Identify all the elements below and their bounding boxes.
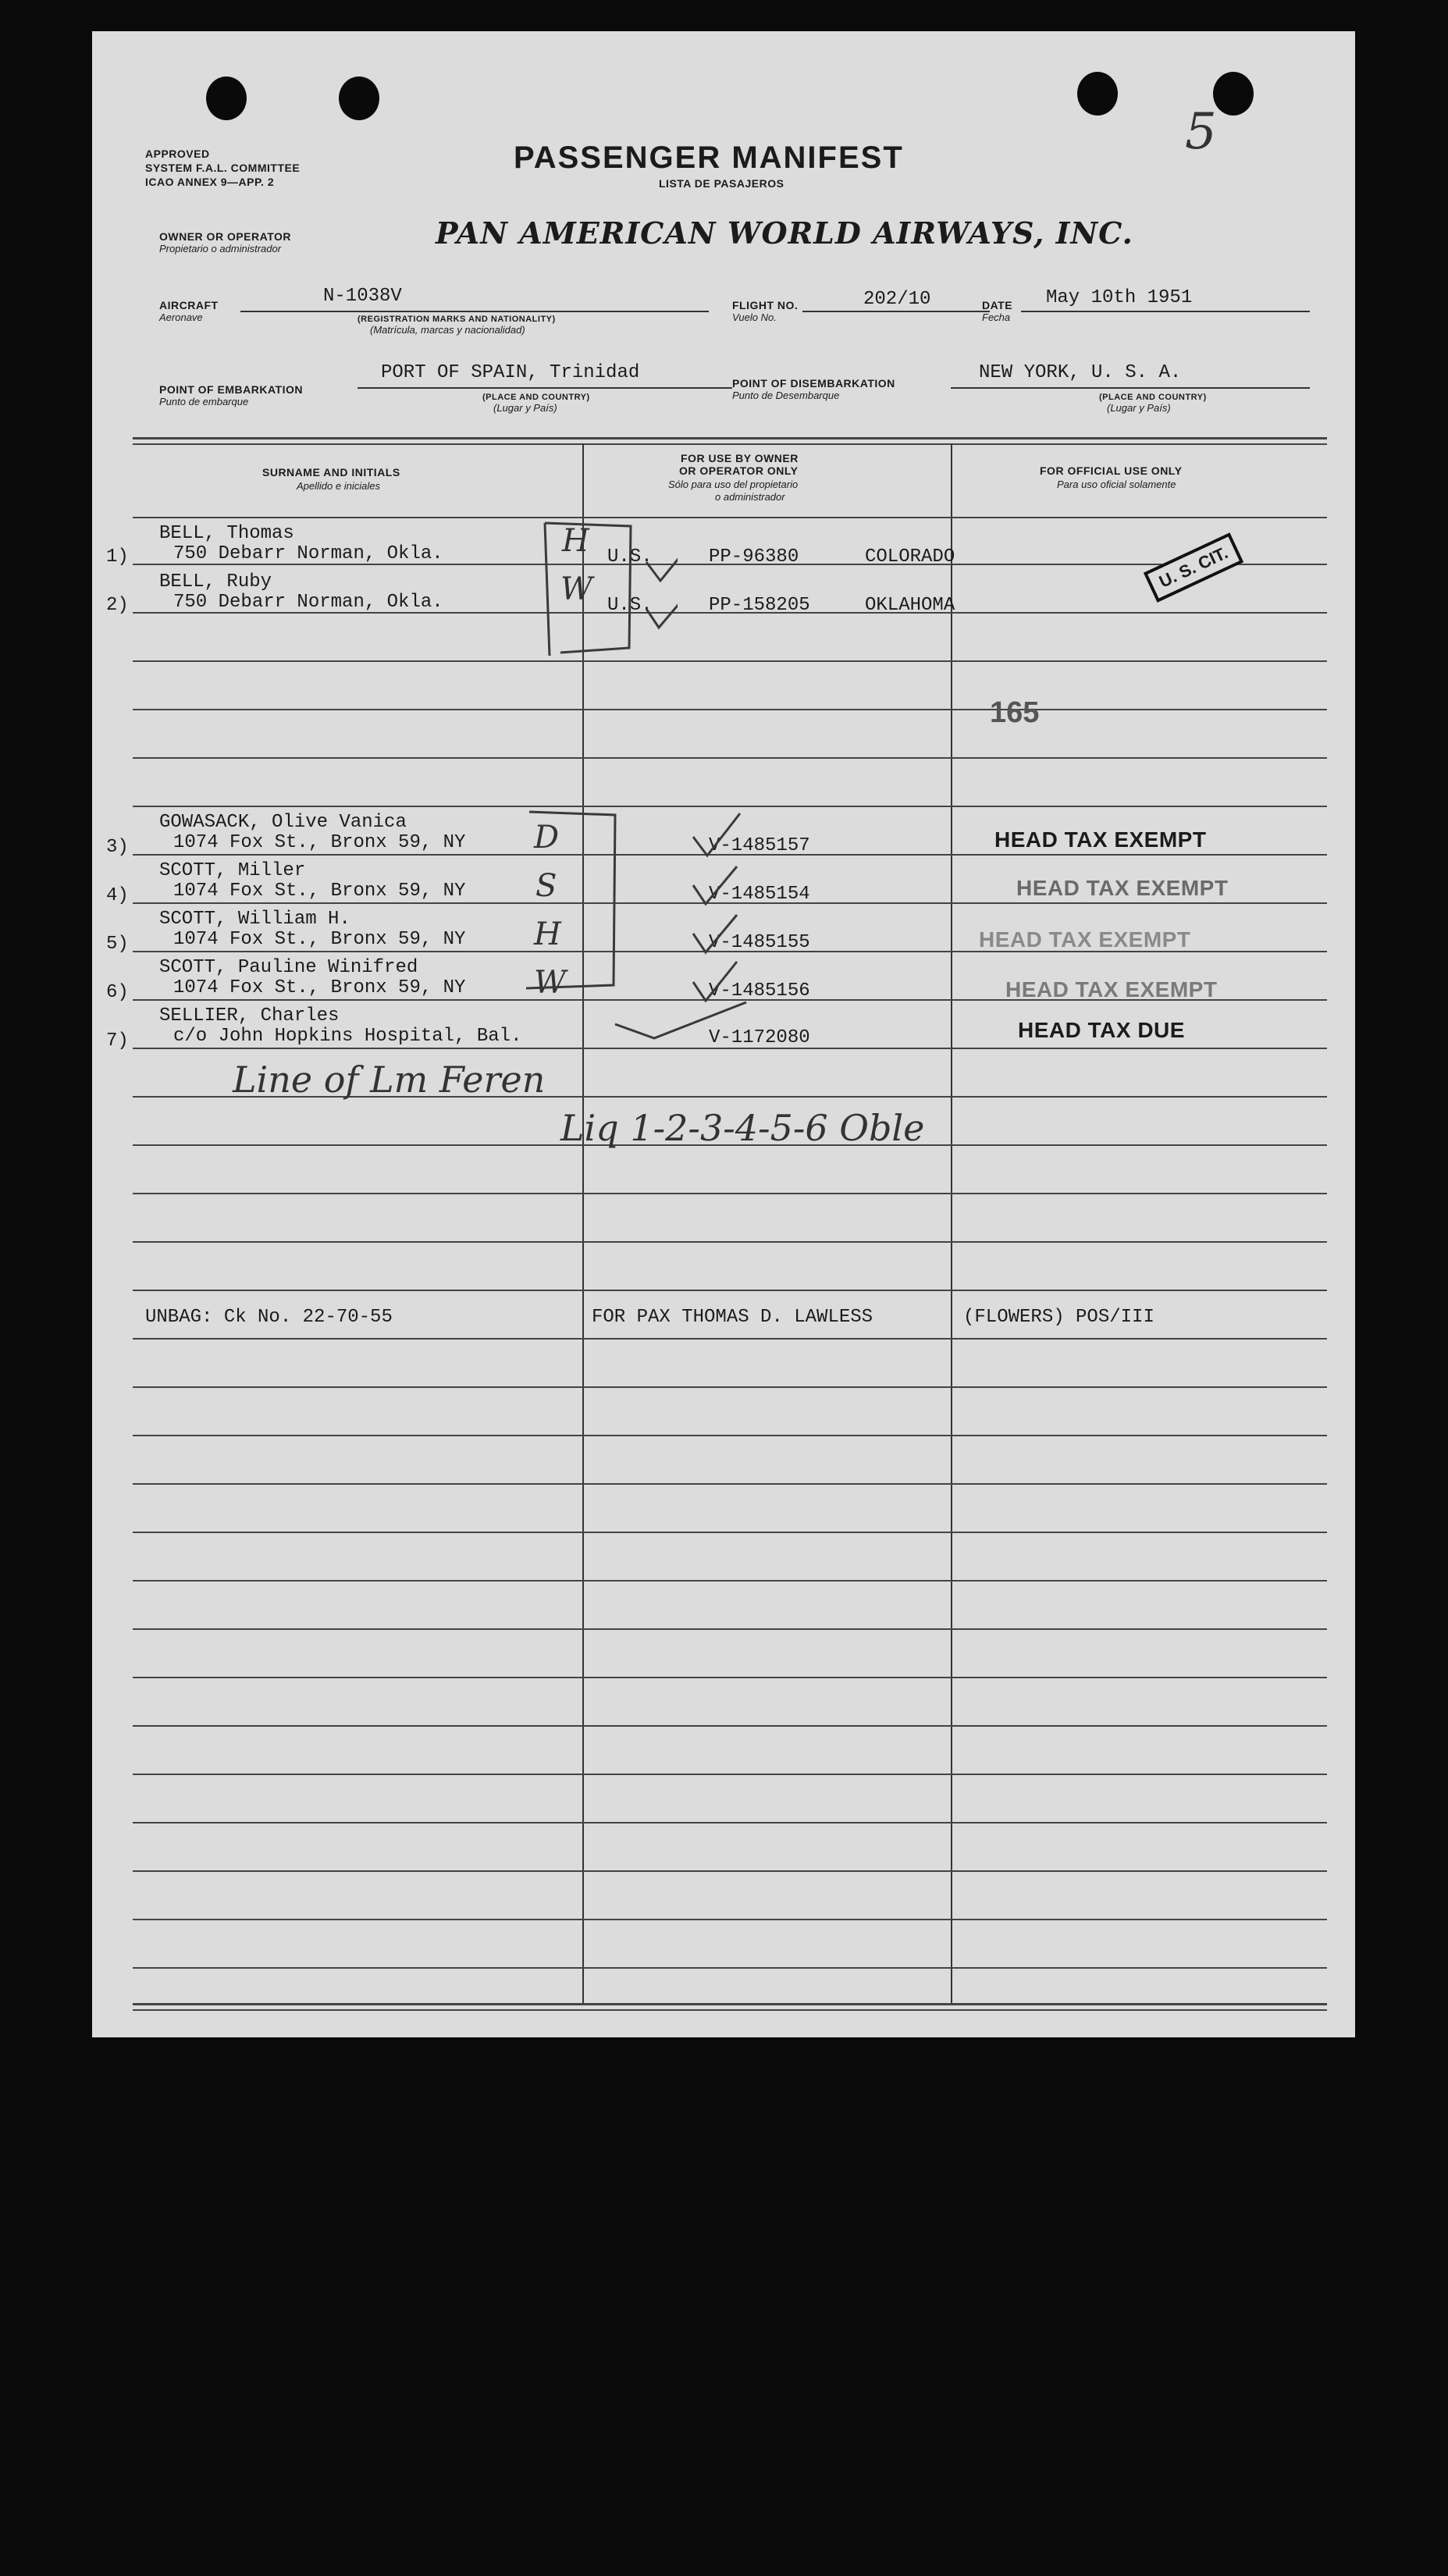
passenger-state: COLORADO [865,546,955,568]
passenger-document: V-1485155 [709,932,810,953]
punch-hole [1077,72,1118,116]
table-top-rule [133,443,1327,445]
passenger-number: 6) [106,982,129,1003]
row-rule [133,1870,1327,1872]
table-bottom-rule [133,2009,1327,2011]
flight-label: FLIGHT NO. [732,299,799,311]
handwritten-note: Liq 1-2-3-4-5-6 Oble [560,1107,925,1149]
row-rule [133,1725,1327,1727]
passenger-document: V-1485154 [709,884,810,905]
embarkation-label: POINT OF EMBARKATION [159,383,303,396]
passenger-document: V-1172080 [709,1027,810,1048]
aircraft-label: AIRCRAFT [159,299,219,311]
approval-line: APPROVED [145,148,210,160]
passenger-number: 1) [106,546,129,568]
aircraft-label-es: Aeronave [159,311,203,323]
passenger-document: V-1485156 [709,980,810,1002]
count-stamp: 165 [990,696,1040,729]
passenger-number: 3) [106,837,129,858]
passenger-number: 7) [106,1030,129,1051]
underline [1021,311,1310,312]
handwritten-mark: D [534,820,560,856]
official-stamp: HEAD TAX EXEMPT [1016,876,1229,900]
handwritten-checks [498,804,748,1054]
passenger-document: PP-158205 [709,595,810,616]
handwritten-mark: S [535,868,557,904]
passenger-name: SCOTT, Pauline Winifred [159,957,418,978]
passenger-address: 1074 Fox St., Bronx 59, NY [173,832,466,853]
passenger-address: 1074 Fox St., Bronx 59, NY [173,881,466,902]
row-rule [133,1919,1327,1920]
unbag-contents: (FLOWERS) POS/III [963,1307,1154,1328]
passenger-name: GOWASACK, Olive Vanica [159,812,407,833]
approval-line: SYSTEM F.A.L. COMMITTEE [145,162,301,174]
row-rule [133,709,1327,710]
column-header-name-es: Apellido e iniciales [297,480,380,492]
passenger-number: 4) [106,885,129,906]
row-rule [133,660,1327,662]
us-citizen-stamp: U. S. CIT. [1144,532,1243,603]
registration-note: (REGISTRATION MARKS AND NATIONALITY) [358,315,556,324]
column-header-name: SURNAME AND INITIALS [262,466,400,479]
column-divider [582,443,584,2005]
date-value: May 10th 1951 [1046,287,1193,308]
passenger-number: 2) [106,595,129,616]
place-note-es: (Lugar y País) [1107,402,1171,414]
underline [802,311,990,312]
row-rule [133,517,1327,518]
underline [358,387,732,389]
table-bottom-rule [133,2003,1327,2005]
row-rule [133,1580,1327,1582]
official-stamp: HEAD TAX EXEMPT [979,927,1191,952]
row-rule [133,1532,1327,1533]
owner-label-es: Propietario o administrador [159,243,282,254]
unbag-passenger: FOR PAX THOMAS D. LAWLESS [592,1307,873,1328]
punch-hole [339,76,379,120]
row-rule [133,1290,1327,1291]
passenger-address: 1074 Fox St., Bronx 59, NY [173,929,466,950]
row-rule [133,1241,1327,1243]
passenger-state: OKLAHOMA [865,595,955,616]
underline [240,311,709,312]
handwritten-mark: W [534,965,567,1001]
page-title: PASSENGER MANIFEST [514,141,904,175]
date-label-es: Fecha [982,311,1011,323]
punch-hole [206,76,247,120]
passenger-address: 1074 Fox St., Bronx 59, NY [173,977,466,998]
handwritten-mark: H [562,523,589,559]
row-rule [133,757,1327,759]
row-rule [133,1386,1327,1388]
row-rule [133,1967,1327,1969]
official-stamp: HEAD TAX EXEMPT [1005,977,1218,1002]
official-stamp: HEAD TAX EXEMPT [994,827,1207,852]
column-header-operator: OR OPERATOR ONLY [679,464,799,477]
manifest-sheet [92,31,1355,2037]
place-note: (PLACE AND COUNTRY) [482,393,590,402]
place-note: (PLACE AND COUNTRY) [1099,393,1207,402]
disembarkation-value: NEW YORK, U. S. A. [979,362,1182,383]
row-rule [133,1628,1327,1630]
official-stamp: HEAD TAX DUE [1018,1018,1185,1042]
disembarkation-label: POINT OF DISEMBARKATION [732,377,895,390]
aircraft-value: N-1038V [323,286,402,307]
disembarkation-label-es: Punto de Desembarque [732,390,840,401]
handwritten-mark: H [534,916,561,952]
passenger-document: V-1485157 [709,835,810,856]
page-subtitle: LISTA DE PASAJEROS [659,177,784,190]
flight-label-es: Vuelo No. [732,311,777,323]
row-rule [133,1338,1327,1340]
row-rule [133,1435,1327,1436]
passenger-number: 5) [106,934,129,955]
place-note-es: (Lugar y País) [493,402,557,414]
company-name: PAN AMERICAN WORLD AIRWAYS, INC. [436,215,1133,251]
embarkation-label-es: Punto de embarque [159,396,249,407]
passenger-address: 750 Debarr Norman, Okla. [173,543,443,564]
passenger-nationality: U.S. [607,546,653,568]
passenger-name: SCOTT, Miller [159,860,306,881]
passenger-document: PP-96380 [709,546,799,568]
passenger-nationality: U.S. [607,595,653,616]
owner-label: OWNER OR OPERATOR [159,230,291,243]
embarkation-value: PORT OF SPAIN, Trinidad [381,362,640,383]
row-rule [133,1483,1327,1485]
column-header-official-es: Para uso oficial solamente [1057,479,1176,490]
passenger-name: SELLIER, Charles [159,1005,340,1026]
column-header-operator: FOR USE BY OWNER [681,452,799,464]
table-top-rule [133,437,1327,439]
handwritten-note: Line of Lm Feren [233,1059,546,1101]
underline [951,387,1310,389]
registration-note-es: (Matrícula, marcas y nacionalidad) [370,324,525,336]
passenger-name: BELL, Ruby [159,571,272,592]
approval-line: ICAO ANNEX 9—APP. 2 [145,176,275,188]
unbag-check: UNBAG: Ck No. 22-70-55 [145,1307,393,1328]
passenger-address: c/o John Hopkins Hospital, Bal. [173,1026,522,1047]
date-label: DATE [982,299,1013,311]
column-header-official: FOR OFFICIAL USE ONLY [1040,464,1183,477]
passenger-address: 750 Debarr Norman, Okla. [173,592,443,613]
handwritten-bracket [514,515,678,664]
punch-hole [1213,72,1254,116]
passenger-name: BELL, Thomas [159,523,294,544]
handwritten-mark: W [560,571,593,607]
column-divider [951,443,952,2005]
row-rule [133,1774,1327,1775]
row-rule [133,1822,1327,1823]
column-header-operator-es: o administrador [715,491,785,503]
corner-mark: 5 [1185,103,1217,161]
flight-number: 202/10 [863,289,931,310]
row-rule [133,1193,1327,1194]
row-rule [133,1677,1327,1678]
passenger-name: SCOTT, William H. [159,909,350,930]
column-header-operator-es: Sólo para uso del propietario [668,479,799,490]
